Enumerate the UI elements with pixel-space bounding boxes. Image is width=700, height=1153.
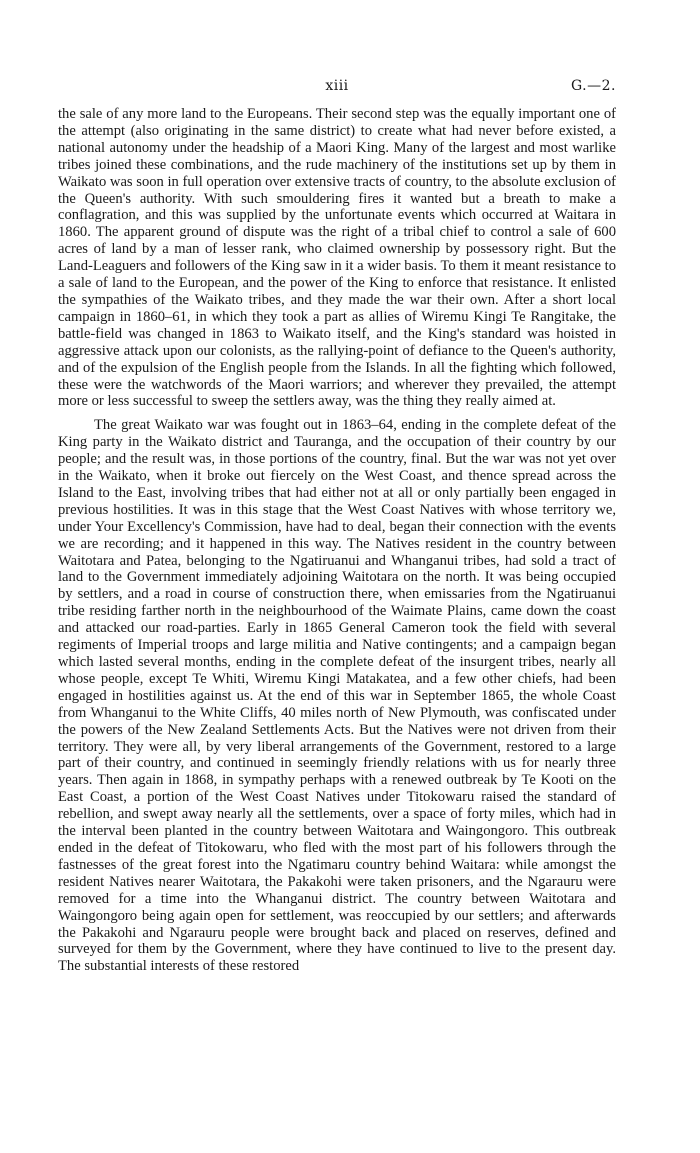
paragraph-waikato-war: The great Waikato war was fought out in 1863–64, ending in the complete defeat of the King party in the Waikato district and Tauranga, and the occupation of their country by our people; and the result was, in those portions of the country, final. But the war was not yet over in the Waikato, when it broke out fiercely on the West Coast, and thence spread across the Island to the East, involving tribes that had either not at all or only partially been engaged in previous hostilities. It was in this stage that the West Coast Natives with whose territory we, under Your Excellency's Commission, have had to deal, began their connection with the events we are recording; and it happened in this way. The Natives resident in the country between Waitotara and Patea, belonging to the Ngatiruanui and Whanganui tribes, had sold a tract of land to the Government immediately adjoining Waitotara on the north. It was being occupied by settlers, and a road in course of construction there, when emissaries from the Ngatiruanui tribe residing farther north in the neighbourhood of the Waimate Plains, came down the coast and attacked our road-parties. Early in 1865 General Cameron took the field with several regiments of Imperial troops and large militia and Native contingents; and a campaign began which lasted several months, ending in the complete defeat of the insurgent tribes, nearly all whose people, except Te Whiti, Wiremu Kingi Matakatea, and a few other chiefs, had been engaged in hostilities against us. At the end of this war in September 1865, the whole Coast from Whanganui to the White Cliffs, 40 miles north of New Plymouth, was confiscated under the powers of the New Zealand Settlements Acts. But the Natives were not driven from their territory. They were all, by very liberal arrangements of the Government, restored to a large part of their country, and continued in seemingly friendly relations with us for nearly three years. Then again in 1868, in sympathy perhaps with a renewed outbreak by Te Kooti on the East Coast, a portion of the West Coast Natives under Titokowaru raised the standard of rebellion, and swept away nearly all the settlements, over a space of forty miles, which had in the interval been planted in the country between Waitotara and Waingongoro. This outbreak ended in the defeat of Titokowaru, who fled with the most part of his followers through the fastnesses of the great forest into the Ngatimaru country behind Waitara: while amongst the resident Natives nearer Waitotara, the Pakakohi were taken prisoners, and the Ngarauru were removed for a time into the Whanganui district. The country between Waitotara and Waingongoro being again open for settlement, was reoccupied by our settlers; and afterwards the Pakakohi and Ngarauru people were brought back and placed on reserves, defined and surveyed for them by the Government, where they have continued to live to the present day. The substantial interests of these restored [58, 417, 616, 975]
page-header [58, 78, 616, 106]
page-number: xiii [325, 78, 349, 94]
paragraph-continued: the sale of any more land to the Europeans. Their second step was the equally important one of the attempt (also originating in the same district) to create what had never before existed, a national autonomy under the headship of a Maori King. Many of the largest and most warlike tribes joined these combinations, and the rude machinery of the institutions set up by them in Waikato was soon in full operation over extensive tracts of country, to the absolute exclusion of the Queen's authority. With such smouldering fires it wanted but a breath to make a conflagration, and this was supplied by the unfortunate events which occurred at Waitara in 1860. The apparent ground of dispute was the right of a tribal chief to control a sale of 600 acres of land by a man of lesser rank, who claimed ownership by possessory right. But the Land-Leaguers and followers of the King saw in it a wider basis. To them it meant resistance to a sale of land to the European, and the power of the King to enforce that resistance. It enlisted the sympathies of the Waikato tribes, and they made the war their own. After a short local campaign in 1860–61, in which they took a part as allies of Wiremu Kingi Te Rangitake, the battle-field was changed in 1863 to Waikato itself, and the King's standard was hoisted in aggressive attack upon our colonists, as the rallying-point of defiance to the Queen's authority, and of the expulsion of the English people from the Islands. In all the fighting which followed, these were the watchwords of the Maori warriors; and wherever they prevailed, the attempt more or less successful to sweep the settlers away, was the thing they really aimed at. [58, 106, 616, 410]
body-text [58, 106, 616, 975]
document-page [58, 78, 616, 975]
document-reference: G.—2. [571, 78, 616, 94]
